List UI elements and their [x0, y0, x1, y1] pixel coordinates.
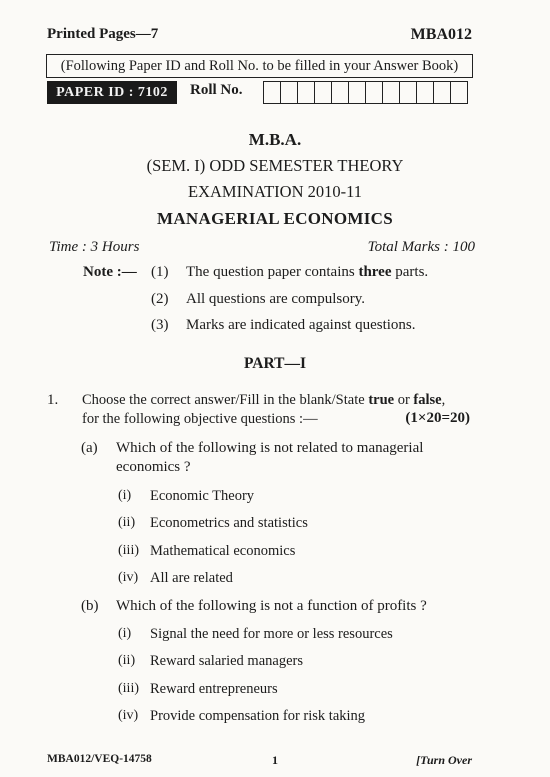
subquestion-label: (a) — [81, 440, 98, 456]
subquestion-text: Which of the following is not related to managerial — [116, 440, 424, 456]
option-number: (i) — [118, 488, 132, 503]
question-emphasis: false — [413, 392, 442, 408]
note-number: (3) — [151, 317, 169, 333]
roll-no-box — [383, 82, 400, 103]
paper-code: MBA012 — [410, 26, 472, 43]
question-text: Choose the correct answer/Fill in the blank/State — [82, 392, 369, 408]
option-text: Reward entrepreneurs — [150, 681, 278, 697]
roll-no-box — [434, 82, 451, 103]
note-label: Note :— — [83, 264, 137, 280]
option-text: Reward salaried managers — [150, 653, 303, 669]
roll-no-box — [349, 82, 366, 103]
part-heading: PART—I — [243, 355, 307, 372]
semester-line: (SEM. I) ODD SEMESTER THEORY — [146, 156, 404, 175]
option-number: (ii) — [118, 515, 136, 530]
note-item: Marks are indicated against questions. — [186, 317, 416, 333]
question-emphasis: true — [368, 392, 395, 408]
option-number: (iv) — [118, 708, 139, 723]
note-emphasis: three — [358, 264, 392, 280]
question-text: , — [441, 392, 446, 408]
note-item: All questions are compulsory. — [186, 291, 365, 307]
subquestion-label: (b) — [81, 598, 99, 614]
roll-no-box — [315, 82, 332, 103]
option-number: (i) — [118, 626, 132, 641]
note-number: (2) — [151, 291, 169, 307]
turn-over: [Turn Over — [416, 753, 472, 767]
roll-no-box — [366, 82, 383, 103]
option-number: (iv) — [118, 570, 139, 585]
subquestion-text: Which of the following is not a function of profits ? — [116, 598, 427, 614]
option-text: Signal the need for more or less resources — [150, 626, 393, 642]
page-number: 1 — [272, 753, 278, 767]
instruction-box: (Following Paper ID and Roll No. to be filled in your Answer Book) — [46, 54, 473, 78]
option-text: All are related — [150, 570, 233, 586]
note-number: (1) — [151, 264, 169, 280]
note-text: The question paper contains — [186, 264, 359, 280]
roll-no-box — [298, 82, 315, 103]
roll-no-boxes — [263, 81, 468, 104]
roll-no-box — [281, 82, 298, 103]
question-instruction-line: for the following objective questions :— — [82, 411, 318, 427]
option-text: Mathematical economics — [150, 543, 296, 559]
footer-code: MBA012/VEQ-14758 — [47, 753, 152, 765]
option-number: (iii) — [118, 543, 139, 558]
roll-no-box — [451, 82, 468, 103]
examination-line: EXAMINATION 2010-11 — [188, 182, 362, 201]
subject-title: MANAGERIAL ECONOMICS — [157, 209, 393, 228]
time-allowed: Time : 3 Hours — [49, 239, 140, 255]
question-number: 1. — [47, 392, 59, 408]
option-number: (iii) — [118, 681, 139, 696]
note-item — [186, 264, 428, 281]
option-number: (ii) — [118, 653, 136, 668]
degree-title: M.B.A. — [248, 130, 302, 149]
note-text: parts. — [391, 264, 429, 280]
subquestion-text: economics ? — [116, 459, 191, 475]
total-marks: Total Marks : 100 — [367, 239, 475, 255]
question-instruction-line — [82, 392, 445, 409]
question-text: or — [394, 392, 414, 408]
roll-no-box — [264, 82, 281, 103]
option-text: Economic Theory — [150, 488, 255, 504]
option-text: Econometrics and statistics — [150, 515, 308, 531]
option-text: Provide compensation for risk taking — [150, 708, 366, 724]
roll-no-box — [417, 82, 434, 103]
paper-id-badge: PAPER ID : 7102 — [47, 81, 177, 104]
printed-pages: Printed Pages—7 — [47, 26, 159, 42]
question-marks: (1×20=20) — [405, 410, 470, 426]
roll-no-box — [400, 82, 417, 103]
roll-no-label: Roll No. — [190, 82, 243, 98]
roll-no-box — [332, 82, 349, 103]
